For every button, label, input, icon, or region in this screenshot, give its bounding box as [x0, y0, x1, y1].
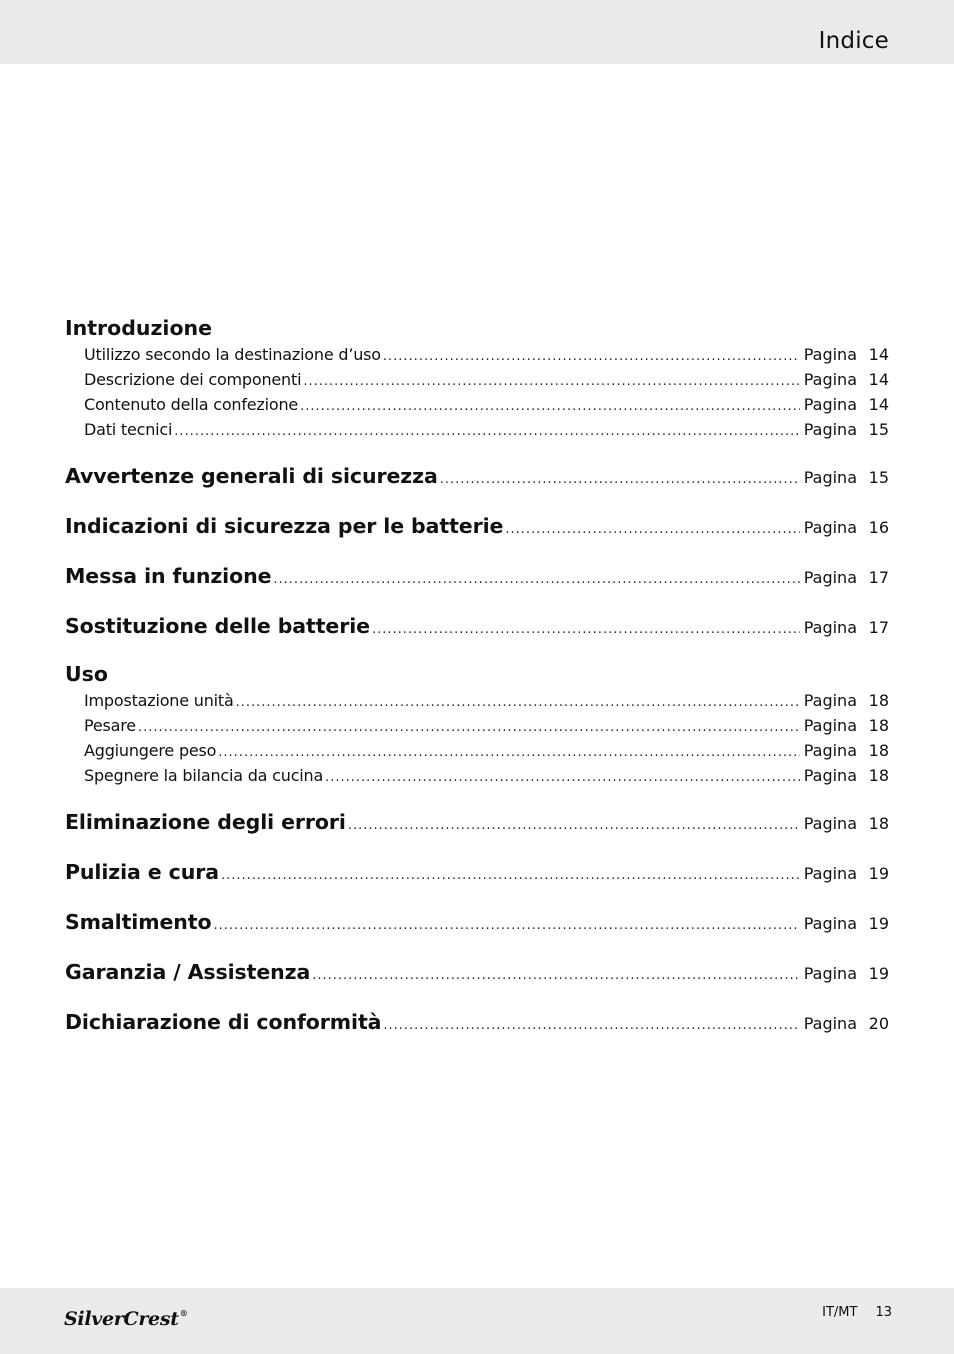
toc-entry: [65, 460, 889, 492]
toc-section-smaltimento: [65, 906, 889, 938]
toc-entry-page-word: Pagina: [803, 964, 857, 983]
toc-entry: [65, 738, 889, 763]
dot-leader: [383, 1010, 799, 1042]
toc-entry: [65, 1006, 889, 1038]
toc-entry-label: Indicazioni di sicurezza per le batterie: [65, 514, 504, 538]
toc-entry-label: Utilizzo secondo la destinazione d’uso: [84, 345, 381, 364]
page-header: [0, 0, 954, 64]
toc-entry-label: Aggiungere peso: [84, 741, 217, 760]
dot-leader: [325, 765, 800, 790]
dot-leader: [303, 369, 799, 394]
toc-entry: [65, 417, 889, 442]
registered-mark: ®: [179, 1308, 188, 1318]
toc-section-dichiarazione: [65, 1006, 889, 1038]
toc-entry-page-word: Pagina: [803, 395, 857, 414]
toc-entry-label: Descrizione dei componenti: [84, 370, 302, 389]
dot-leader: [300, 394, 800, 419]
toc-entry-page-word: Pagina: [803, 914, 857, 933]
toc-section-pulizia: [65, 856, 889, 888]
toc-entry-page-word: Pagina: [803, 691, 857, 710]
toc-entry-label: Messa in funzione: [65, 564, 272, 588]
footer-info: [822, 1305, 892, 1320]
toc-section-uso: [65, 660, 889, 788]
toc-section-introduzione: [65, 314, 889, 442]
toc-entry: [65, 806, 889, 838]
toc-entry: [65, 510, 889, 542]
toc-entry-page-word: Pagina: [803, 766, 857, 785]
toc-entry-page-number: 18: [868, 716, 889, 735]
dot-leader: [273, 564, 799, 596]
toc-heading: Uso: [65, 662, 108, 686]
toc-entry-label: Pesare: [84, 716, 136, 735]
toc-entry-page-number: 14: [868, 345, 889, 364]
dot-leader: [348, 810, 800, 842]
toc-entry-label: Dati tecnici: [84, 420, 173, 439]
toc-entry: [65, 392, 889, 417]
toc-entry-page-number: 19: [868, 964, 889, 983]
toc-entry-page-word: Pagina: [803, 1014, 857, 1033]
toc-entry-page-word: Pagina: [803, 518, 857, 537]
toc-entry-page-word: Pagina: [803, 420, 857, 439]
toc-heading: Introduzione: [65, 316, 213, 340]
toc-entry-label: Impostazione unità: [84, 691, 234, 710]
toc-entry-label: Contenuto della confezione: [84, 395, 299, 414]
toc-entry-page-number: 18: [868, 814, 889, 833]
dot-leader: [138, 715, 800, 740]
footer-page-number: 13: [875, 1305, 892, 1320]
toc-entry: [65, 763, 889, 788]
toc-entry-page-number: 16: [868, 518, 889, 537]
dot-leader: [372, 614, 800, 646]
dot-leader: [383, 344, 800, 369]
toc-section-avvertenze: [65, 460, 889, 492]
toc-entry-label: Spegnere la bilancia da cucina: [84, 766, 324, 785]
brand-logo-text: SilverCrest: [64, 1308, 179, 1330]
dot-leader: [218, 740, 799, 765]
page-footer: [0, 1288, 954, 1354]
toc-entry-page-number: 14: [868, 370, 889, 389]
dot-leader: [213, 910, 799, 942]
toc-entry-page-number: 17: [868, 618, 889, 637]
toc-entry: [65, 342, 889, 367]
toc-entry-page-word: Pagina: [803, 618, 857, 637]
toc-entry-label: Smaltimento: [65, 910, 212, 934]
toc-entry-label: Garanzia / Assistenza: [65, 960, 311, 984]
toc-entry-page-word: Pagina: [803, 741, 857, 760]
toc-section-eliminazione: [65, 806, 889, 838]
toc-entry: [65, 610, 889, 642]
toc-entry-label: Dichiarazione di conformità: [65, 1010, 382, 1034]
table-of-contents: [65, 314, 889, 1038]
toc-entry-page-word: Pagina: [803, 468, 857, 487]
toc-entry-page-number: 19: [868, 914, 889, 933]
toc-entry: [65, 856, 889, 888]
dot-leader: [440, 464, 800, 496]
toc-entry: [65, 560, 889, 592]
toc-entry-page-number: 20: [868, 1014, 889, 1033]
toc-section-messa: [65, 560, 889, 592]
toc-entry-page-word: Pagina: [803, 716, 857, 735]
toc-entry: [65, 956, 889, 988]
toc-entry-page-number: 15: [868, 420, 889, 439]
footer-region: IT/MT: [822, 1305, 858, 1320]
toc-entry-label: Pulizia e cura: [65, 860, 219, 884]
toc-entry-page-number: 18: [868, 691, 889, 710]
toc-entry-page-word: Pagina: [803, 568, 857, 587]
toc-entry-page-number: 14: [868, 395, 889, 414]
dot-leader: [505, 514, 799, 546]
toc-entry-page-word: Pagina: [803, 814, 857, 833]
page-title: Indice: [818, 28, 889, 54]
toc-entry-page-word: Pagina: [803, 370, 857, 389]
toc-entry-label: Eliminazione degli errori: [65, 810, 346, 834]
toc-entry: [65, 713, 889, 738]
toc-section-sostituzione: [65, 610, 889, 642]
dot-leader: [174, 419, 799, 444]
dot-leader: [312, 960, 800, 992]
toc-entry-page-word: Pagina: [803, 345, 857, 364]
toc-entry: [65, 688, 889, 713]
toc-entry: [65, 367, 889, 392]
dot-leader: [221, 860, 800, 892]
toc-section-indicazioni: [65, 510, 889, 542]
brand-logo: [64, 1308, 187, 1330]
toc-entry-page-number: 15: [868, 468, 889, 487]
toc-section-garanzia: [65, 956, 889, 988]
toc-entry-label: Sostituzione delle batterie: [65, 614, 370, 638]
toc-entry-page-number: 18: [868, 766, 889, 785]
dot-leader: [236, 690, 800, 715]
toc-entry-page-number: 18: [868, 741, 889, 760]
toc-entry-page-number: 19: [868, 864, 889, 883]
toc-entry-page-number: 17: [868, 568, 889, 587]
toc-entry-page-word: Pagina: [803, 864, 857, 883]
toc-entry-label: Avvertenze generali di sicurezza: [65, 464, 438, 488]
toc-entry: [65, 906, 889, 938]
